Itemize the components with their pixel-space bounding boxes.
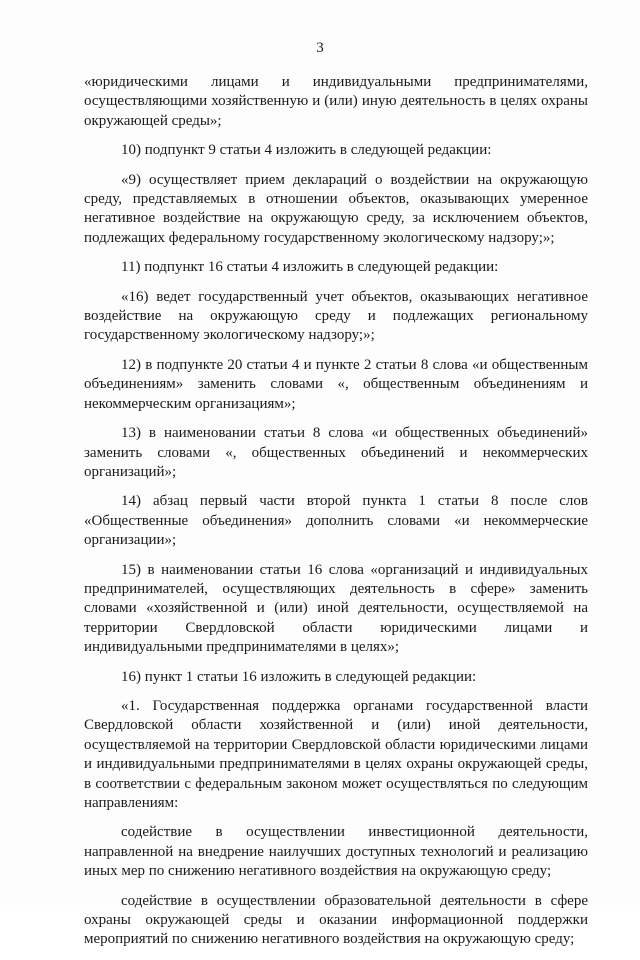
paragraph: «юридическими лицами и индивидуальными предпринимателями, осуществляющими хозяйственную и (или) иную деятельность в целях охраны окружающей среды»; [84,74,588,129]
paragraph: «16) ведет государственный учет объектов, оказывающих негативное воздействие на окружающую среду и подлежащих региональному государственному экологическому надзору;»; [84,288,588,344]
paragraph: 13) в наименовании статьи 8 слова «и общественных объединений» заменить словами «, общественных объединений и некоммерческих организаций»; [84,425,588,480]
paragraph: «9) осуществляет прием деклараций о воздействии на окружающую среду, представляемых в отношении объектов, оказывающих умеренное негативное воздействие на окружающую среду, за исключением объектов, подлежащих федеральному государственному экологическому надзору;»; [84,171,588,246]
paragraph: 14) абзац первый части второй пункта 1 статьи 8 после слов «Общественные объединения» дополнить словами «и некоммерческие организации»; [84,493,588,549]
paragraph: 11) подпункт 16 статьи 4 изложить в следующей редакции: [121,259,499,276]
page-number: 3 [316,40,324,56]
document-body [84,73,588,960]
paragraph: 10) подпункт 9 статьи 4 изложить в следующей редакции: [121,142,492,159]
paragraph: 12) в подпункте 20 статьи 4 и пункте 2 статьи 8 слова «и общественным объединениям» заменить словами «, общественным объединениям и некоммерческим организациям»; [84,356,588,412]
paragraph: содействие в осуществлении инвестиционной деятельности, направленной на внедрение наилучших доступных технологий и реализацию иных мер по снижению негативного воздействия на окружающую среду; [84,824,588,880]
paragraph: «1. Государственная поддержка органами государственной власти Свердловской области хозяйственной и (или) иной деятельности, осуществляемой на территории Свердловской области юридическими лицами и индивидуальными предпринимателями в целях охраны окружающей среды, в соответствии с федеральным законом может осуществляться по следующим направлениям: [84,697,588,811]
paragraph: содействие в осуществлении образовательной деятельности в сфере охраны окружающей среды и оказании информационной поддержки мероприятий по снижению негативного воздействия на окружающую среду; [84,892,588,948]
paragraph: 15) в наименовании статьи 16 слова «организаций и индивидуальных предпринимателей, осуществляющих деятельность в сфере» заменить словами «хозяйственной и (или) иной деятельности, осуществляемой на территории Свердловской области юридическими лицами и индивидуальными предпринимателями в целях»; [84,561,588,656]
paragraph: 16) пункт 1 статьи 16 изложить в следующей редакции: [121,668,477,685]
